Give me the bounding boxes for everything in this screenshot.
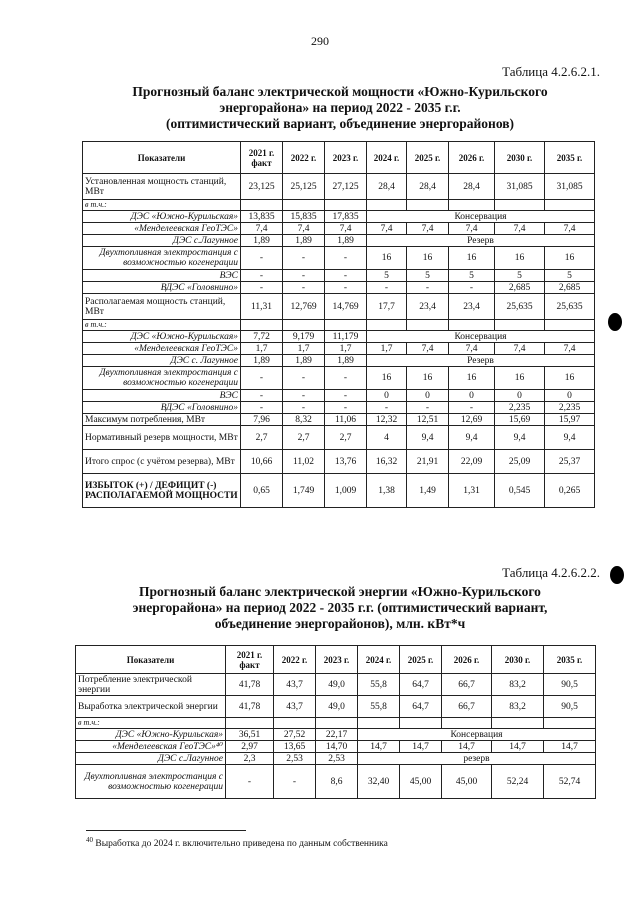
cell-value: - — [241, 390, 283, 402]
row-label: «Менделеевская ГеоТЭС» — [83, 223, 241, 235]
cell-value: 52,74 — [544, 765, 596, 799]
table-row — [83, 343, 595, 355]
cell-value: 25,37 — [545, 450, 595, 474]
cell-value: 14,769 — [325, 294, 367, 320]
cell-value: 7,4 — [407, 223, 449, 235]
row-label: ИЗБЫТОК (+) / ДЕФИЦИТ (-) РАСПОЛАГАЕМОЙ МОЩНОСТИ — [83, 474, 241, 508]
cell-value: 25,635 — [545, 294, 595, 320]
cell-value: 36,51 — [226, 729, 274, 741]
cell-value — [449, 200, 495, 211]
footnote-separator — [86, 830, 246, 831]
row-label: Итого спрос (с учётом резерва), МВт — [83, 450, 241, 474]
row-label: ВДЭС «Головнино» — [83, 282, 241, 294]
table-row — [83, 270, 595, 282]
cell-value: 0 — [367, 390, 407, 402]
cell-value: - — [226, 765, 274, 799]
cell-value: 5 — [495, 270, 545, 282]
cell-value: 23,4 — [449, 294, 495, 320]
cell-value: 5 — [449, 270, 495, 282]
row-label: Двухтопливная электростанция с возможностью когенерации — [83, 367, 241, 390]
cell-value: 7,4 — [449, 343, 495, 355]
cell-value: 1,7 — [367, 343, 407, 355]
punch-hole-mark — [610, 566, 624, 584]
table1-title-line: энергорайона» на период 2022 - 2035 г.г. — [219, 100, 461, 115]
cell-value: 11,179 — [325, 331, 367, 343]
table-row — [83, 174, 595, 200]
cell-value: 1,89 — [283, 235, 325, 247]
cell-value: 0 — [407, 390, 449, 402]
table2-title-line: энергорайона» на период 2022 - 2035 г.г. (оптимистический вариант, — [132, 600, 548, 615]
table-row — [83, 211, 595, 223]
cell-value: 25,09 — [495, 450, 545, 474]
merged-status-cell: Резерв — [367, 355, 595, 367]
table-row — [83, 247, 595, 270]
cell-value — [283, 200, 325, 211]
cell-value: - — [283, 402, 325, 414]
cell-value: 25,635 — [495, 294, 545, 320]
cell-value: 0,265 — [545, 474, 595, 508]
merged-status-cell: Консервация — [367, 211, 595, 223]
cell-value: 27,52 — [274, 729, 316, 741]
energy-balance-table — [75, 645, 596, 799]
cell-value: 27,125 — [325, 174, 367, 200]
cell-value — [241, 320, 283, 331]
row-label: ВДЭС «Головнино» — [83, 402, 241, 414]
cell-value: 15,835 — [283, 211, 325, 223]
header-year: 2025 г. — [407, 142, 449, 174]
cell-value — [545, 200, 595, 211]
header-year: 2021 г. факт — [226, 646, 274, 674]
cell-value: - — [283, 390, 325, 402]
cell-value: 41,78 — [226, 674, 274, 696]
cell-value: 66,7 — [442, 674, 492, 696]
cell-value: 13,65 — [274, 741, 316, 753]
cell-value: 22,17 — [316, 729, 358, 741]
row-label: ДЭС «Южно-Курильская» — [76, 729, 226, 741]
header-year: 2023 г. — [325, 142, 367, 174]
cell-value: 2,7 — [241, 426, 283, 450]
table-row — [83, 331, 595, 343]
cell-value: 49,0 — [316, 674, 358, 696]
cell-value: 5 — [367, 270, 407, 282]
cell-value: - — [241, 367, 283, 390]
cell-value: 1,7 — [325, 343, 367, 355]
table2-title-line: Прогнозный баланс электрической энергии «Южно-Курильского — [139, 584, 541, 599]
cell-value: 9,4 — [407, 426, 449, 450]
cell-value: 14,7 — [358, 741, 400, 753]
row-label: Максимум потребления, МВт — [83, 414, 241, 426]
cell-value: 49,0 — [316, 696, 358, 718]
cell-value: 8,6 — [316, 765, 358, 799]
cell-value: 1,749 — [283, 474, 325, 508]
cell-value: 2,235 — [545, 402, 595, 414]
cell-value: 31,085 — [495, 174, 545, 200]
cell-value: 7,4 — [325, 223, 367, 235]
cell-value: 12,769 — [283, 294, 325, 320]
cell-value: 2,685 — [495, 282, 545, 294]
cell-value — [325, 200, 367, 211]
table-row — [83, 235, 595, 247]
table-row — [76, 765, 596, 799]
cell-value: - — [241, 402, 283, 414]
cell-value: 2,235 — [495, 402, 545, 414]
row-label: Нормативный резерв мощности, МВт — [83, 426, 241, 450]
cell-value: 66,7 — [442, 696, 492, 718]
cell-value: - — [325, 247, 367, 270]
cell-value: - — [367, 282, 407, 294]
cell-value: 43,7 — [274, 696, 316, 718]
cell-value: 28,4 — [449, 174, 495, 200]
footnote-number: 40 — [86, 836, 93, 844]
cell-value: 90,5 — [544, 674, 596, 696]
cell-value: 11,06 — [325, 414, 367, 426]
header-year: 2030 г. — [492, 646, 544, 674]
merged-status-cell: Консервация — [367, 331, 595, 343]
table-row — [83, 390, 595, 402]
cell-value: 31,085 — [545, 174, 595, 200]
cell-value: 1,7 — [241, 343, 283, 355]
cell-value: 14,7 — [400, 741, 442, 753]
header-year: 2022 г. — [274, 646, 316, 674]
cell-value: 14,7 — [544, 741, 596, 753]
cell-value: 0 — [495, 390, 545, 402]
cell-value: 1,49 — [407, 474, 449, 508]
cell-value: 0 — [449, 390, 495, 402]
table-row — [76, 718, 596, 729]
cell-value: 2,685 — [545, 282, 595, 294]
header-year: 2035 г. — [544, 646, 596, 674]
cell-value: - — [283, 282, 325, 294]
cell-value: 13,76 — [325, 450, 367, 474]
cell-value: 12,32 — [367, 414, 407, 426]
table2-title-line: объединение энергорайонов), млн. кВт*ч — [214, 616, 466, 631]
cell-value: 1,009 — [325, 474, 367, 508]
cell-value: 15,97 — [545, 414, 595, 426]
cell-value — [442, 718, 492, 729]
table-row — [83, 402, 595, 414]
header-year: 2021 г. факт — [241, 142, 283, 174]
cell-value: - — [367, 402, 407, 414]
cell-value: 1,89 — [241, 355, 283, 367]
table-header-row — [76, 646, 596, 674]
header-year: 2024 г. — [358, 646, 400, 674]
cell-value — [407, 320, 449, 331]
cell-value: 16 — [495, 247, 545, 270]
cell-value — [241, 200, 283, 211]
cell-value: 7,4 — [545, 343, 595, 355]
header-year: 2026 г. — [449, 142, 495, 174]
cell-value: 25,125 — [283, 174, 325, 200]
table-row — [76, 729, 596, 741]
cell-value: - — [325, 367, 367, 390]
header-year: 2030 г. — [495, 142, 545, 174]
cell-value: 7,4 — [407, 343, 449, 355]
table-row — [76, 741, 596, 753]
cell-value: 2,97 — [226, 741, 274, 753]
table-row — [83, 414, 595, 426]
cell-value: 17,835 — [325, 211, 367, 223]
footnote — [86, 836, 388, 849]
cell-value — [544, 718, 596, 729]
cell-value: 15,69 — [495, 414, 545, 426]
cell-value — [283, 320, 325, 331]
cell-value — [367, 320, 407, 331]
punch-hole-mark — [608, 313, 622, 331]
cell-value: 17,7 — [367, 294, 407, 320]
cell-value: 14,7 — [492, 741, 544, 753]
cell-value — [358, 718, 400, 729]
cell-value: 45,00 — [442, 765, 492, 799]
cell-value: 9,4 — [545, 426, 595, 450]
cell-value: 7,4 — [495, 223, 545, 235]
cell-value: 28,4 — [367, 174, 407, 200]
cell-value: - — [283, 247, 325, 270]
row-label: ВЭС — [83, 390, 241, 402]
cell-value: - — [325, 282, 367, 294]
row-label: Установленная мощность станций, МВт — [83, 174, 241, 200]
cell-value: 16 — [545, 367, 595, 390]
table-row — [76, 674, 596, 696]
cell-value — [449, 320, 495, 331]
cell-value: 28,4 — [407, 174, 449, 200]
table-row — [83, 474, 595, 508]
cell-value: - — [283, 367, 325, 390]
cell-value: 52,24 — [492, 765, 544, 799]
header-indicators: Показатели — [83, 142, 241, 174]
cell-value: 55,8 — [358, 696, 400, 718]
cell-value: 5 — [407, 270, 449, 282]
cell-value: 7,4 — [367, 223, 407, 235]
cell-value: 4 — [367, 426, 407, 450]
cell-value: 16 — [449, 367, 495, 390]
table-row — [83, 294, 595, 320]
header-year: 2026 г. — [442, 646, 492, 674]
table-row — [83, 223, 595, 235]
cell-value — [400, 718, 442, 729]
cell-value: 83,2 — [492, 696, 544, 718]
cell-value — [367, 200, 407, 211]
cell-value: - — [325, 402, 367, 414]
table1-title-line: (оптимистический вариант, объединение энергорайонов) — [165, 116, 515, 131]
table1-title-line: Прогнозный баланс электрической мощности «Южно-Курильского — [132, 84, 548, 99]
table2-title — [80, 584, 600, 632]
cell-value — [407, 200, 449, 211]
cell-value: 2,7 — [283, 426, 325, 450]
cell-value: 9,179 — [283, 331, 325, 343]
cell-value: 16 — [495, 367, 545, 390]
footnote-text: Выработка до 2024 г. включительно приведена по данным собственника — [95, 839, 388, 850]
cell-value — [545, 320, 595, 331]
table2-label: Таблица 4.2.6.2.2. — [502, 565, 600, 580]
cell-value: 2,7 — [325, 426, 367, 450]
merged-status-cell: Резерв — [367, 235, 595, 247]
cell-value: 12,69 — [449, 414, 495, 426]
cell-value: - — [241, 270, 283, 282]
cell-value: 8,32 — [283, 414, 325, 426]
cell-value: 7,4 — [545, 223, 595, 235]
cell-value: 64,7 — [400, 696, 442, 718]
cell-value: 10,66 — [241, 450, 283, 474]
cell-value: 23,125 — [241, 174, 283, 200]
table1-label: Таблица 4.2.6.2.1. — [502, 64, 600, 79]
cell-value: 11,02 — [283, 450, 325, 474]
table-row — [83, 200, 595, 211]
cell-value: 7,4 — [283, 223, 325, 235]
cell-value — [316, 718, 358, 729]
cell-value: 7,4 — [449, 223, 495, 235]
cell-value: 45,00 — [400, 765, 442, 799]
cell-value: - — [241, 282, 283, 294]
row-label: в т.ч.: — [83, 320, 241, 331]
table-header-row — [83, 142, 595, 174]
row-label: Двухтопливная электростанция с возможностью когенерации — [76, 765, 226, 799]
cell-value: 16 — [407, 367, 449, 390]
cell-value: 7,72 — [241, 331, 283, 343]
row-label: ВЭС — [83, 270, 241, 282]
cell-value: 16 — [407, 247, 449, 270]
cell-value: 1,89 — [241, 235, 283, 247]
cell-value: 7,4 — [495, 343, 545, 355]
cell-value: 11,31 — [241, 294, 283, 320]
cell-value: 22,09 — [449, 450, 495, 474]
cell-value: 0,545 — [495, 474, 545, 508]
cell-value: - — [274, 765, 316, 799]
merged-status-cell: резерв — [358, 753, 596, 765]
cell-value: - — [449, 282, 495, 294]
header-year: 2025 г. — [400, 646, 442, 674]
cell-value: 1,89 — [325, 235, 367, 247]
cell-value: 32,40 — [358, 765, 400, 799]
cell-value: 16,32 — [367, 450, 407, 474]
cell-value: 9,4 — [495, 426, 545, 450]
cell-value: 16 — [545, 247, 595, 270]
cell-value: 1,38 — [367, 474, 407, 508]
table1-title — [80, 84, 600, 132]
cell-value: - — [325, 390, 367, 402]
cell-value: 83,2 — [492, 674, 544, 696]
row-label: Двухтопливная электростанция с возможностью когенерации — [83, 247, 241, 270]
header-indicators: Показатели — [76, 646, 226, 674]
row-label: «Менделеевская ГеоТЭС»⁴⁰ — [76, 741, 226, 753]
cell-value: - — [449, 402, 495, 414]
cell-value: 23,4 — [407, 294, 449, 320]
table-row — [76, 753, 596, 765]
cell-value — [495, 320, 545, 331]
row-label: ДЭС «Южно-Курильская» — [83, 331, 241, 343]
header-year: 2035 г. — [545, 142, 595, 174]
cell-value: 0 — [545, 390, 595, 402]
cell-value: 1,89 — [325, 355, 367, 367]
page-number: 290 — [311, 34, 329, 48]
cell-value: - — [407, 282, 449, 294]
cell-value: 1,31 — [449, 474, 495, 508]
row-label: ДЭС с. Лагунное — [83, 355, 241, 367]
cell-value: 2,53 — [274, 753, 316, 765]
cell-value: 43,7 — [274, 674, 316, 696]
cell-value: 2,3 — [226, 753, 274, 765]
cell-value: - — [241, 247, 283, 270]
cell-value: - — [407, 402, 449, 414]
table-row — [83, 355, 595, 367]
cell-value — [325, 320, 367, 331]
merged-status-cell: Консервация — [358, 729, 596, 741]
power-balance-table — [82, 141, 595, 508]
cell-value: 1,89 — [283, 355, 325, 367]
cell-value: 55,8 — [358, 674, 400, 696]
cell-value: 2,53 — [316, 753, 358, 765]
row-label: Располагаемая мощность станций, МВт — [83, 294, 241, 320]
cell-value — [495, 200, 545, 211]
cell-value: - — [283, 270, 325, 282]
cell-value: 12,51 — [407, 414, 449, 426]
table-row — [83, 320, 595, 331]
cell-value: 13,835 — [241, 211, 283, 223]
cell-value: 41,78 — [226, 696, 274, 718]
cell-value: 90,5 — [544, 696, 596, 718]
table-row — [83, 450, 595, 474]
cell-value: 14,7 — [442, 741, 492, 753]
header-year: 2023 г. — [316, 646, 358, 674]
row-label: в т.ч.: — [83, 200, 241, 211]
row-label: ДЭС «Южно-Курильская» — [83, 211, 241, 223]
row-label: Потребление электрической энергии — [76, 674, 226, 696]
cell-value: 0,65 — [241, 474, 283, 508]
row-label: в т.ч.: — [76, 718, 226, 729]
cell-value: 7,96 — [241, 414, 283, 426]
table-row — [76, 696, 596, 718]
cell-value: - — [325, 270, 367, 282]
cell-value: 16 — [367, 367, 407, 390]
header-year: 2024 г. — [367, 142, 407, 174]
cell-value — [274, 718, 316, 729]
table-row — [83, 282, 595, 294]
cell-value: 7,4 — [241, 223, 283, 235]
table-row — [83, 426, 595, 450]
row-label: Выработка электрической энергии — [76, 696, 226, 718]
cell-value — [226, 718, 274, 729]
cell-value: 5 — [545, 270, 595, 282]
cell-value: 9,4 — [449, 426, 495, 450]
header-year: 2022 г. — [283, 142, 325, 174]
cell-value: 14,70 — [316, 741, 358, 753]
cell-value: 64,7 — [400, 674, 442, 696]
cell-value — [492, 718, 544, 729]
cell-value: 16 — [367, 247, 407, 270]
table-row — [83, 367, 595, 390]
cell-value: 1,7 — [283, 343, 325, 355]
row-label: «Менделеевская ГеоТЭС» — [83, 343, 241, 355]
cell-value: 16 — [449, 247, 495, 270]
cell-value: 21,91 — [407, 450, 449, 474]
row-label: ДЭС с.Лагунное — [76, 753, 226, 765]
row-label: ДЭС с.Лагунное — [83, 235, 241, 247]
